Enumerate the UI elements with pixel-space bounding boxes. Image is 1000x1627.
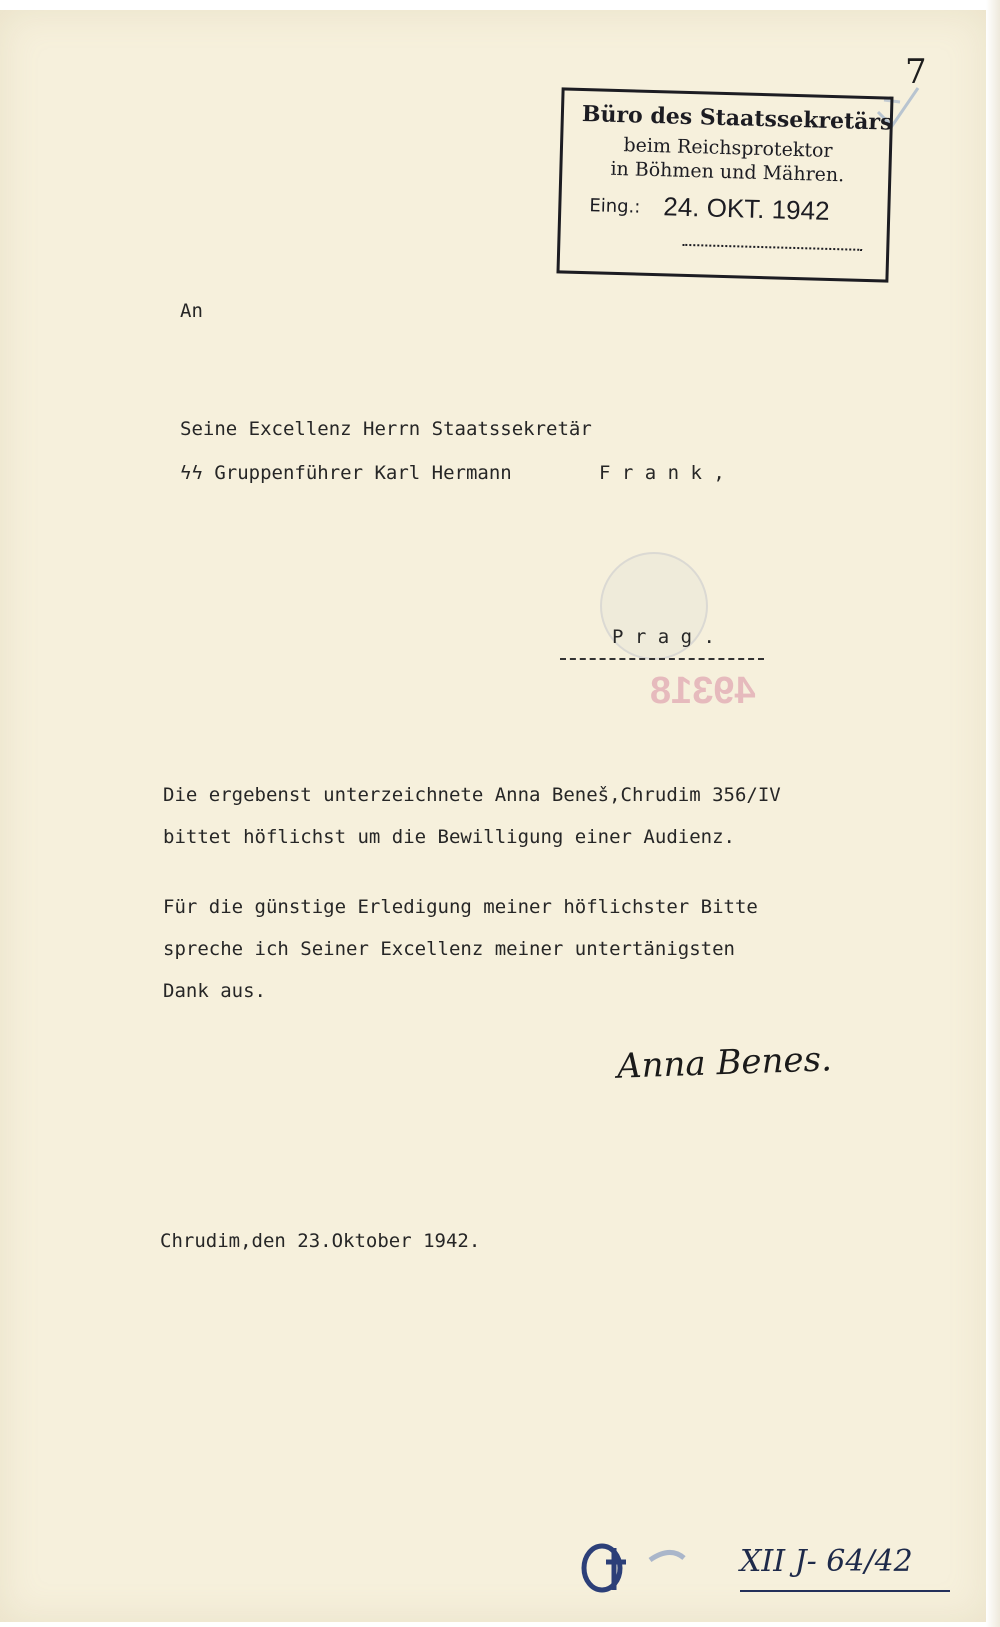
body-line-3: Für die günstige Erledigung meiner höflichster Bitte [163, 896, 758, 918]
registry-number-stamp: 49318 [650, 670, 756, 712]
salutation: An [180, 300, 203, 322]
place-and-date: Chrudim,den 23.Oktober 1942. [160, 1230, 481, 1252]
stamp-office-line2: beim Reichsprotektor [623, 134, 833, 162]
body-line-2: bittet höflichst um die Bewilligung einer Audienz. [163, 826, 735, 848]
file-reference-rule [740, 1590, 950, 1592]
blue-registry-mark [580, 1538, 690, 1598]
stamp-dotted-line [682, 244, 862, 251]
address-surname: F r a n k , [599, 462, 725, 484]
handwritten-signature: Anna Benes. [616, 1039, 833, 1087]
stamp-received-date: 24. OKT. 1942 [662, 191, 830, 226]
body-line-5: Dank aus. [163, 980, 266, 1002]
stamp-office-name: Büro des Staatssekretärs [581, 100, 893, 136]
body-line-1: Die ergebenst unterzeichnete Anna Beneš,Chrudim 356/IV [163, 784, 781, 806]
address-line-1: Seine Excellenz Herrn Staatssekretär [180, 418, 592, 440]
address-line-2: ϟϟ Gruppenführer Karl Hermann [180, 462, 512, 484]
stamp-received-label: Eing.: [589, 195, 641, 218]
file-reference: XII J- 64/42 [740, 1544, 913, 1579]
address-city: P r a g . [612, 626, 715, 648]
received-stamp [556, 87, 893, 282]
body-line-4: spreche ich Seiner Excellenz meiner untertänigsten [163, 938, 735, 960]
stamp-office-line3: in Böhmen und Mähren. [610, 157, 845, 187]
city-underline [560, 658, 764, 660]
page-number: 7 [905, 52, 927, 92]
page-edge [986, 0, 1000, 1627]
